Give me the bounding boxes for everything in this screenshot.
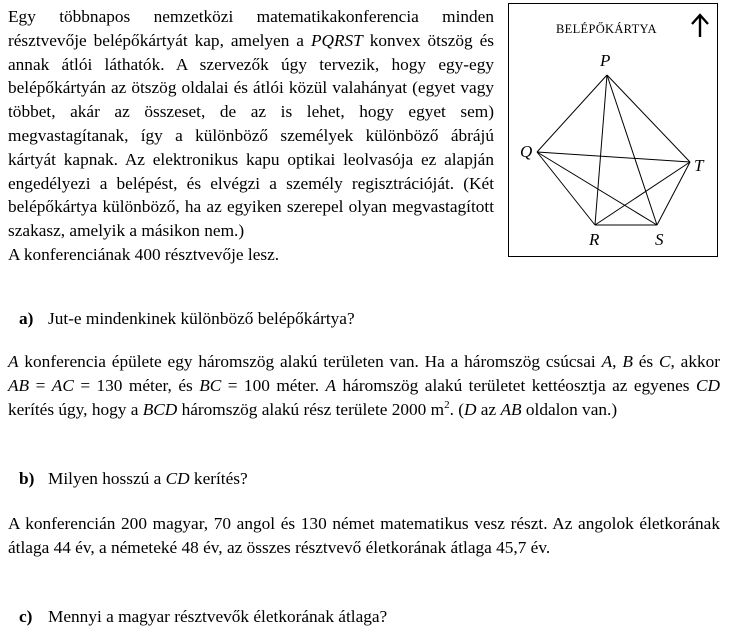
diagonal-qt bbox=[537, 152, 690, 162]
side-qr bbox=[537, 152, 595, 225]
side-st bbox=[657, 162, 690, 225]
question-c-text: Mennyi a magyar résztvevők életkorának átlaga? bbox=[48, 607, 388, 626]
card-title: BELÉPŐKÁRTYA bbox=[556, 22, 657, 36]
side-pq bbox=[537, 75, 607, 152]
entry-card-figure bbox=[508, 3, 718, 257]
vertex-label-t: T bbox=[694, 156, 704, 175]
diagonal-pr bbox=[595, 75, 607, 225]
question-a bbox=[19, 307, 355, 331]
ages-text bbox=[8, 512, 720, 560]
arrow-up-icon bbox=[692, 15, 708, 37]
pentagon-diagram bbox=[509, 4, 719, 258]
pentagon-sides bbox=[537, 75, 690, 225]
question-a-letter: a) bbox=[19, 309, 34, 328]
participants-line: A konferenciának 400 résztvevője lesz. bbox=[8, 244, 280, 264]
question-b bbox=[19, 467, 248, 491]
question-b-text: Milyen hosszú a CD kerítés? bbox=[48, 469, 248, 488]
building-text bbox=[8, 350, 720, 421]
intro-paragraph: Egy többnapos nemzetközi matematikakonferencia minden résztvevője belépőkártyát kap, amelyen a PQRST konvex ötszög és annak átlói láthatók. A szervezők úgy tervezik, hogy egy-egy belépőkártyán az ötszög oldalai és átlói közül valahányat (egyet vagy többet, akár az összeset, de az is lehet, hogy egyet sem) megvastagítanak, így a különböző személyek különböző ábrájú kártyát kapnak. Az elektronikus kapu optikai leolvasója ez alapján engedélyezi a belépést, és elvégzi a személy regisztrációját. (Két belépőkártya különböző, ha az egyiken szerepel olyan megvastagított szakasz, amelyik a másikon nem.) bbox=[8, 7, 494, 241]
vertex-label-q: Q bbox=[520, 142, 533, 161]
vertex-label-p: P bbox=[600, 51, 611, 70]
diagonal-ps bbox=[607, 75, 657, 225]
question-c bbox=[19, 605, 387, 629]
question-b-letter: b) bbox=[19, 469, 35, 488]
pentagon-diagonals bbox=[537, 75, 690, 225]
question-c-letter: c) bbox=[19, 607, 33, 626]
vertex-label-r: R bbox=[589, 230, 600, 249]
intro-text bbox=[8, 5, 494, 267]
question-a-text: Jut-e mindenkinek különböző belépőkártya? bbox=[48, 309, 355, 328]
diagonal-qs bbox=[537, 152, 657, 225]
vertex-label-s: S bbox=[655, 230, 664, 249]
diagonal-rt bbox=[595, 162, 690, 225]
ages-paragraph: A konferencián 200 magyar, 70 angol és 130 német matematikus vesz részt. Az angolok életkorának átlaga 44 év, a németeké 48 év, az összes résztvevő életkorának átlaga 45,7 év. bbox=[8, 514, 720, 557]
side-tp bbox=[607, 75, 690, 162]
building-paragraph: A konferencia épülete egy háromszög alakú területen van. Ha a háromszög csúcsai A, B és C, akkor AB = AC = 130 méter, és BC = 100 méter. A háromszög alakú területet kettéosztja az egyenes CD kerítés úgy, hogy a BCD háromszög alakú rész területe 2000 $m^2$. (D az AB oldalon van.) bbox=[8, 352, 720, 419]
